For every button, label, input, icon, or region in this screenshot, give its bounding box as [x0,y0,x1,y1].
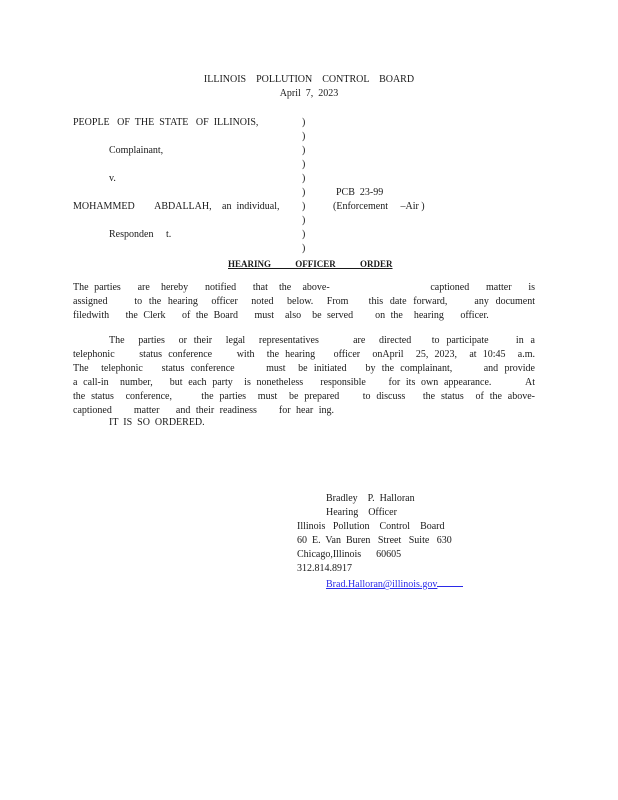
caption-paren: ) [302,201,306,212]
signature-title: Hearing Officer [326,507,397,518]
email-underline-tail [437,576,463,587]
caption-paren: ) [302,229,306,240]
complainant-name: PEOPLE OF THE STATE OF ILLINOIS, [73,117,259,128]
so-ordered: IT IS SO ORDERED. [109,417,205,428]
caption-paren: ) [302,173,306,184]
respondent-description: an individual, [222,201,280,212]
order-title: HEARING OFFICER ORDER [228,259,393,269]
paragraph-notice: The parties are hereby notified that the above- captioned matter is assigned to the hearing officer noted below. From this date forward, any document filedwith the Clerk of the Board must also be served on the hearing officer. [73,282,557,321]
caption-paren: ) [302,131,306,142]
complainant-role: Complainant, [109,145,164,156]
respondent-role: Responden t. [109,229,172,240]
order-date: April 7, 2023 [279,88,339,99]
signature-email-link[interactable]: Brad.Halloran@illinois.gov [326,579,438,590]
signature-email-wrap [326,576,463,592]
case-number: PCB 23-99 [336,187,384,198]
signature-address: 60 E. Van Buren Street Suite 630 [297,535,452,546]
board-name: ILLINOIS POLLUTION CONTROL BOARD [203,74,415,85]
caption-paren: ) [302,145,306,156]
signature-city: Chicago,Illinois 60605 [297,549,402,560]
paragraph-status-conference: The parties or their legal representatives are directed to participate in a telephonic status conference with the hearing officer onApril 25, 2023, at 10:45 a.m. The telephonic status conference must be initiated by the complainant, and provide a call-in number, but each party is nonetheless responsible for its own appearance. At the status conference, the parties must be prepared to discuss the status of the above- captioned matter and their readiness for hear ing. [73,335,552,416]
caption-paren: ) [302,117,306,128]
caption-paren: ) [302,243,306,254]
signature-organization: Illinois Pollution Control Board [297,521,445,532]
caption-paren: ) [302,187,306,198]
versus: v. [109,173,116,184]
respondent-name: MOHAMMED ABDALLAH, [73,201,212,212]
signature-name: Bradley P. Halloran [326,493,415,504]
signature-phone: 312.814.8917 [297,563,352,574]
caption-paren: ) [302,215,306,226]
case-type: (Enforcement –Air ) [333,201,425,212]
caption-parenthesis-column [302,116,312,256]
caption-paren: ) [302,159,306,170]
